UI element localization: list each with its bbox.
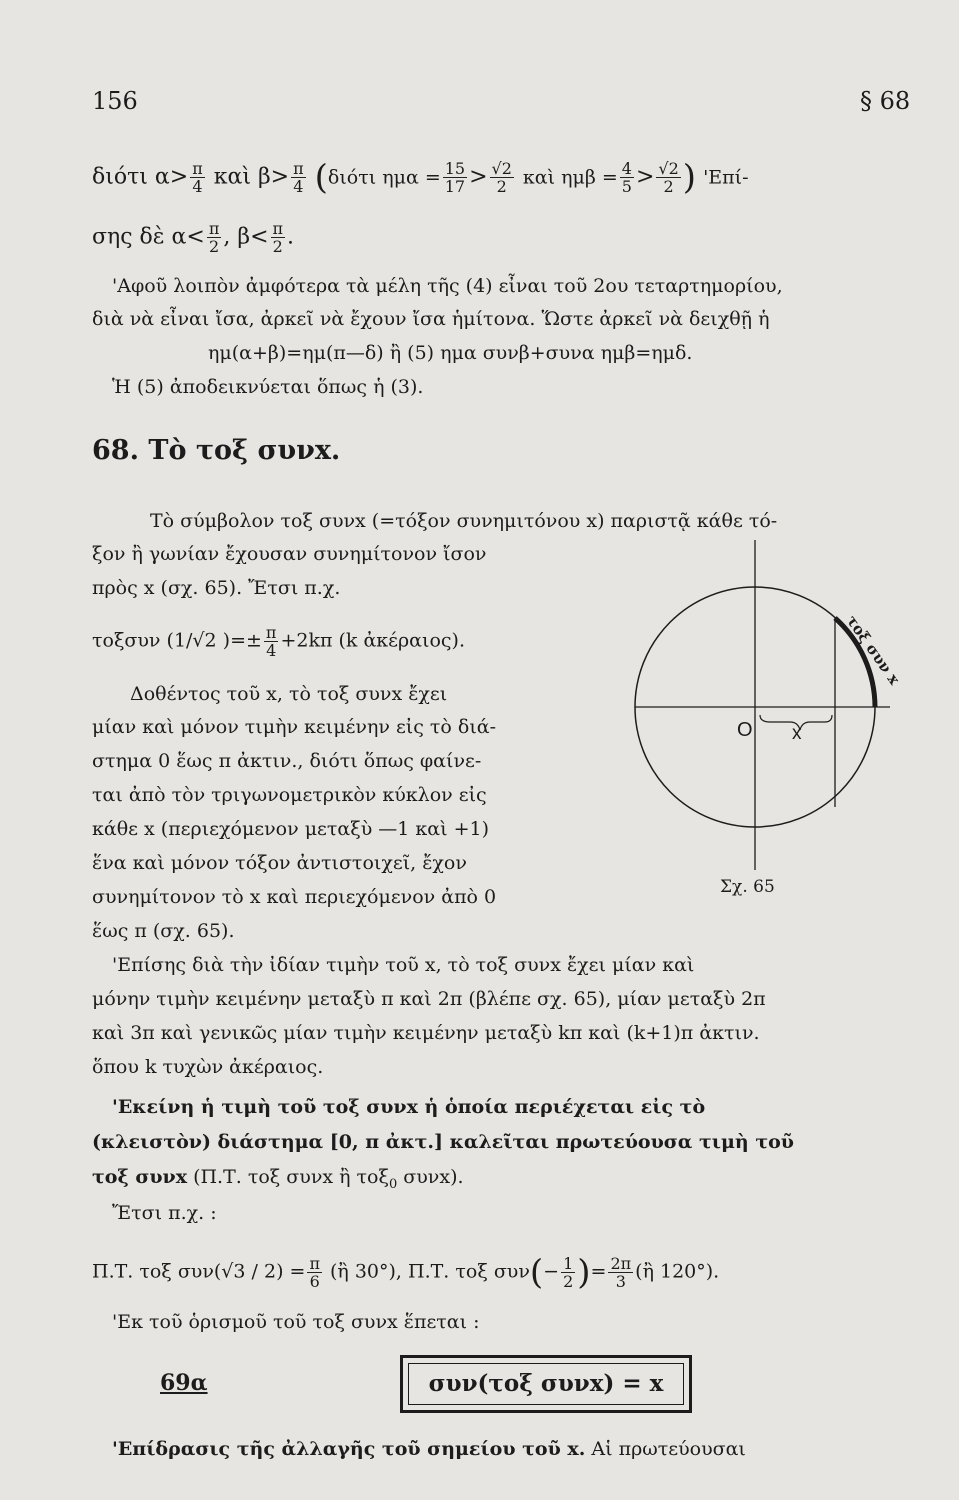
equation-label: 69α [160,1370,208,1396]
fraction: $\frac{√2}{2}$ [491,159,512,196]
fraction: $\frac{√2}{2}$ [658,159,679,196]
intro-line-2: σης δὲ α< $\frac{\pi}{2}$ , β< $\frac{\pi}{2}$ . [92,219,295,256]
para-line: ξον ἢ γωνίαν ἔχουσαν συνημίτονον ἴσον [92,543,487,565]
fraction: $\frac{2\pi}{3}$ [610,1254,632,1291]
fraction: $\frac{\pi}{4}$ [192,159,203,196]
fraction: $\frac{1}{2}$ [563,1254,574,1291]
fraction: $\frac{\pi}{4}$ [293,159,304,196]
para-line: ται ἀπὸ τὸν τριγωνομετρικὸν κύκλον εἰς [92,784,487,806]
para-line: 'Επίσης διὰ τὴν ἰδίαν τιμὴν τοῦ x, τὸ τοξ συνx ἔχει μίαν καὶ [112,954,695,976]
intro-equation: ημ(α+β)=ημ(π—δ) ἢ (5) ημα συνβ+συνα ημβ=ημδ. [208,342,693,364]
intro-line-3: 'Αφοῦ λοιπὸν ἀμφότερα τὰ μέλη τῆς (4) εἶναι τοῦ 2ου τεταρτημορίου, [112,275,783,297]
para-line: ἕως π (σχ. 65). [92,920,235,942]
arc-label: τοξ συν x [842,611,904,689]
para-line: 'Επίδρασις τῆς ἀλλαγῆς τοῦ σημείου τοῦ x. Αἱ πρωτεύουσαι [112,1438,746,1460]
para-line: Ἔτσι π.χ. : [112,1202,217,1224]
origin-label: O [737,719,753,741]
fraction: $\frac{\pi}{2}$ [208,219,220,256]
figure-caption: Σχ. 65 [720,877,775,897]
para-line-formula: τοξσυν (1/√2 )=± $\frac{\pi}{4}$ +2kπ (k ἀκέραιος). [92,623,465,660]
para-line: ὅπου k τυχὼν ἀκέραιος. [92,1056,324,1078]
para-line: πρὸς x (σχ. 65). Ἔτσι π.χ. [92,577,341,599]
definition-line: 'Εκείνη ἡ τιμὴ τοῦ τοξ συνx ἡ ὁποία περιέχεται εἰς τὸ [112,1096,706,1118]
para-line: συνημίτονον τὸ x καὶ περιεχόμενον ἀπὸ 0 [92,886,497,908]
para-line: κάθε x (περιεχόμενον μεταξὺ —1 καὶ +1) [92,818,490,840]
para-line: 'Εκ τοῦ ὁρισμοῦ τοῦ τοξ συνx ἕπεται : [112,1311,480,1333]
fraction: $\frac{\pi}{6}$ [309,1254,320,1291]
fraction: $\frac{\pi}{4}$ [265,623,277,660]
unit-circle-figure [620,540,920,920]
para-line: μίαν καὶ μόνον τιμὴν κειμένην εἰς τὸ διά- [92,716,497,738]
para-line: Τὸ σύμβολον τοξ συνx (=τόξον συνημιτόνου x) παριστᾷ κάθε τό- [150,510,778,532]
boxed-equation-text: συν(τοξ συνx) = x [428,1370,664,1397]
para-line: στημα 0 ἕως π ἀκτιν., διότι ὅπως φαίνε- [92,750,482,772]
intro-line-1: διότι α> $\frac{\pi}{4}$ καὶ β> $\frac{\pi}{4}$ (διότι ημα = $\frac{15}{17}$ > $\frac{√2}{2}$ καὶ ημβ = $\frac{4}{5}$ > $\frac{√2}{2}$ ) 'Επί- [92,157,749,198]
definition-line: (κλειστὸν) διάστημα [0, π ἀκτ.] καλεῖται πρωτεύουσα τιμὴ τοῦ [92,1131,794,1153]
example-line: Π.Τ. τοξ συν(√3 / 2) = $\frac{\pi}{6}$ (ἢ 30°), Π.Τ. τοξ συν(− $\frac{1}{2}$ )= $\frac{2\pi}{3}$ (ἢ 120°). [92,1252,720,1293]
para-line: Δοθέντος τοῦ x, τὸ τοξ συνx ἔχει [130,683,448,705]
intro-line-4: διὰ νὰ εἶναι ἴσα, ἀρκεῖ νὰ ἔχουν ἴσα ἡμίτονα. Ὥστε ἀρκεῖ νὰ δειχθῇ ἡ [92,308,770,330]
fraction: $\frac{15}{17}$ [444,159,466,196]
definition-line: τοξ συνx (Π.Τ. τοξ συνx ἢ τοξ$_0$ συνx). [92,1166,464,1192]
section-marker: § 68 [860,87,911,115]
x-label: x [792,723,802,744]
boxed-equation [400,1355,692,1413]
fraction: $\frac{4}{5}$ [621,159,632,196]
para-line: καὶ 3π καὶ γενικῶς μίαν τιμὴν κειμένην μεταξὺ kπ καὶ (k+1)π ἀκτιν. [92,1022,760,1044]
page-number: 156 [92,87,138,115]
fraction: $\frac{\pi}{2}$ [272,219,284,256]
intro-line-6: Ἡ (5) ἀποδεικνύεται ὅπως ἡ (3). [112,376,424,398]
section-heading: 68. Τὸ τοξ συνx. [92,435,341,466]
para-line: μόνην τιμὴν κειμένην μεταξὺ π καὶ 2π (βλέπε σχ. 65), μίαν μεταξὺ 2π [92,988,766,1010]
para-line: ἕνα καὶ μόνον τόξον ἀντιστοιχεῖ, ἔχον [92,852,467,874]
